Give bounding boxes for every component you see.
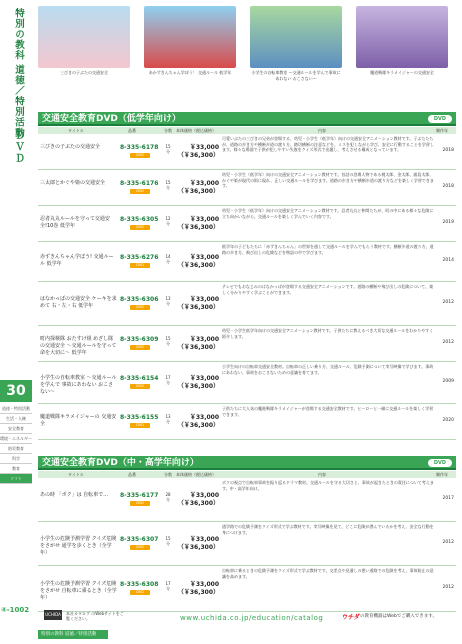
- year: 2009: [442, 379, 454, 384]
- section-header-mid: [38, 456, 456, 470]
- price: ￥33,000: [189, 414, 219, 421]
- thumbnail: [38, 6, 130, 76]
- description: 幼児・小学生（低学年）向けの交通安全アニメーション教材です。忍者丸丸と仲間たちが、町の中にある様々な危険に立ち向かいながら、交通ルールを楽しく学んでいく内容です。: [222, 208, 434, 219]
- sidebar-nav-item[interactable]: 防災教育: [0, 444, 32, 454]
- sidebar-nav: [0, 404, 32, 484]
- price: ￥33,000: [189, 180, 219, 187]
- duration: 17分: [165, 581, 171, 591]
- description: 小学生向けの自転車交通安全教材。自転車の正しい乗り方、交通ルール、危険予測について実写映像で学びます。事故にあわない、事故をおこさないための意識を育てます。: [222, 364, 434, 375]
- sidebar-nav-item[interactable]: 生活・人権: [0, 414, 32, 424]
- duration: 15分: [165, 180, 171, 190]
- price: ￥33,000: [189, 216, 219, 223]
- thumbnail: [144, 6, 236, 76]
- year: 2012: [442, 300, 454, 305]
- sidebar-title: 特別の教科 道徳／特別活動: [13, 8, 24, 139]
- thumbnail-caption: 小学生の自転車教室 〜交通ルールを学んで事故にあわない おこさない〜: [251, 70, 341, 81]
- dvd-tag: DVD: [130, 305, 150, 310]
- dvd-title: 三太郎とかぐや姫の交通安全: [40, 180, 106, 186]
- duration: 17分: [165, 375, 171, 385]
- description: ボクの視点で自転車事故を振り返るドラマ教材。交通ルールを守る大切さと、事故が起きたときの責任について考えます。中・高学年向け。: [222, 480, 434, 491]
- duration: 28分: [165, 492, 171, 502]
- price: ￥33,000: [189, 492, 219, 499]
- dvd-badge: DVD: [428, 115, 452, 123]
- year: 2018: [442, 184, 454, 189]
- duration: 15分: [165, 536, 171, 546]
- sidebar-nav-item[interactable]: 科学: [0, 454, 32, 464]
- header-price: 本体価格（税込価格）: [176, 472, 216, 477]
- header-title: タイトル: [68, 128, 84, 133]
- table-row: [38, 522, 456, 566]
- table-row: [38, 206, 456, 242]
- table-header: [38, 127, 456, 134]
- dvd-tag: DVD: [130, 545, 150, 550]
- thumbnail-image: [144, 6, 236, 68]
- year: 2014: [442, 258, 454, 263]
- price: ￥33,000: [189, 375, 219, 382]
- header-code: 品番: [128, 128, 136, 133]
- header-year: 制作年: [436, 472, 448, 477]
- price: ￥33,000: [189, 581, 219, 588]
- duration: 14分: [165, 254, 171, 264]
- header-title: タイトル: [68, 472, 84, 477]
- sidebar: [0, 0, 32, 644]
- sidebar-nav-item-active[interactable]: ソフト: [0, 474, 32, 484]
- thumbnail-caption: 魔道戦隊キラメイジャーの交通安全: [370, 70, 434, 75]
- header-desc: 内容: [318, 128, 326, 133]
- header-desc: 内容: [318, 472, 326, 477]
- sidebar-nav-item[interactable]: 安全教育: [0, 424, 32, 434]
- table-row: [38, 362, 456, 404]
- catalog-url-link[interactable]: www.uchida.co.jp/education/catalog: [180, 614, 324, 622]
- sidebar-nav-item[interactable]: 教育: [0, 464, 32, 474]
- thumbnail-caption: 三びきの子ぶたの交通安全: [60, 70, 108, 75]
- description: 幼児・小学生低学年向けの交通安全アニメーション教材です。子供たちに教えるべき大切な交通ルールをわかりやすく紹介します。: [222, 328, 434, 339]
- year: 2018: [442, 148, 454, 153]
- dvd-title: 小学生の自転車教室 〜交通ルールを学んで 事故にあわない おこさない〜: [40, 375, 117, 395]
- footer-right-text: の教育機器はWebでご購入できます。: [360, 614, 437, 619]
- sidebar-number: 30: [0, 380, 32, 402]
- dvd-tag: DVD: [130, 590, 150, 595]
- table-row: [38, 478, 456, 522]
- dvd-tag: DVD: [130, 501, 150, 506]
- dvd-tag: DVD: [130, 225, 150, 230]
- dvd-tag: DVD: [130, 384, 150, 389]
- dvd-title: 忍者丸丸ルールを守って交通安全!10巻 低学年: [40, 216, 110, 229]
- price: ￥33,000: [189, 296, 219, 303]
- duration: 13分: [165, 414, 171, 424]
- duration: 13分: [165, 296, 171, 306]
- table-row: [38, 134, 456, 170]
- product-code: 8-335-6176: [120, 180, 159, 187]
- sidebar-nav-item[interactable]: 道徳・特別活動: [0, 404, 32, 414]
- price-tax: （￥36,300）: [177, 500, 219, 507]
- duration: 15分: [165, 336, 171, 346]
- product-code: 8-335-6306: [120, 296, 159, 303]
- dvd-tag: DVD: [130, 345, 150, 350]
- page-number: ④-1002: [0, 606, 30, 614]
- dvd-badge: DVD: [428, 459, 452, 467]
- duration: 12分: [165, 216, 171, 226]
- description: 幼児・小学生（低学年）向けの交通安全アニメーション教材です。昔話の登場人物である桃太郎、金太郎、浦島太郎、かぐや姫が現代の街に現れ、正しい交通ルールを学びます。道路の歩き方や横断歩道の渡り方などを楽しく学習できます。: [222, 172, 434, 188]
- table-row: [38, 404, 456, 440]
- price-tax: （￥36,300）: [177, 188, 219, 195]
- dvd-tag: DVD: [130, 153, 150, 158]
- price: ￥33,000: [189, 144, 219, 151]
- header-price: 本体価格（税込価格）: [176, 128, 216, 133]
- description: 子供たちに大人気の魔進戦隊キラメイジャーが登場する交通安全教材です。ヒーローと一緒に交通ルールを楽しく学習できます。: [222, 406, 434, 417]
- footer-note: 本社カタログ のWebサイトをご覧ください。: [66, 611, 124, 621]
- table-row: [38, 326, 456, 362]
- year: 2012: [442, 585, 454, 590]
- table-row: [38, 242, 456, 282]
- product-code: 8-335-6155: [120, 414, 159, 421]
- product-code: 8-335-6307: [120, 536, 159, 543]
- thumbnail-image: [38, 6, 130, 68]
- section-title: 交通安全教育DVD（低学年向け）: [42, 114, 181, 124]
- thumbnail-image: [250, 6, 342, 68]
- sidebar-sub: ＤＶＤ: [13, 130, 24, 165]
- header-min: 分数: [164, 472, 172, 477]
- header-min: 分数: [164, 128, 172, 133]
- uchida-logo: UCHIDA: [44, 610, 62, 620]
- description: テレビでもおなじみのはなかっぱが登場する交通安全アニメーションです。道路の横断や飛び出しの危険について、楽しく分かりやすく学ぶことができます。: [222, 284, 434, 295]
- dvd-title: 小学生の危険予測学習 クイズ危険をさがせ 通学を歩くとき（全学年）: [40, 536, 117, 556]
- year: 2012: [442, 540, 454, 545]
- year: 2017: [442, 496, 454, 501]
- year: 2012: [442, 340, 454, 345]
- sidebar-nav-item[interactable]: 環境・エネルギー: [0, 434, 32, 444]
- table-row: [38, 566, 456, 612]
- description: 通学路での危険予測をクイズ形式で学ぶ教材です。実写映像を見て、どこに危険が潜んでいるかを考え、安全な行動を身につけます。: [222, 524, 434, 535]
- dvd-title: 魔道戦隊キラメイジャーの 交通安全: [40, 414, 117, 427]
- description: 低学年の子どもたちに「赤ずきんちゃん」の世界を通して交通ルールを学んでもらう教材です。横断歩道の渡り方、道路の歩き方、飛び出しの危険などを物語の中で学びます。: [222, 244, 434, 255]
- price-tax: （￥36,300）: [177, 589, 219, 596]
- thumbnail-strip: [38, 6, 458, 106]
- dvd-title: 小学生の危険予測学習 クイズ危険をさがせ 自転車に乗るとき（全学年）: [40, 581, 117, 601]
- dvd-title: 赤ずきんちゃん学ぼう! 交通ルール 低学年: [40, 254, 114, 267]
- product-code: 8-335-6276: [120, 254, 159, 261]
- dvd-title: はなかっぱの交通安全 ケーキを求めて 右・左・右 低学年: [40, 296, 117, 309]
- price-tax: （￥36,300）: [177, 224, 219, 231]
- dvd-title: 三びきの子ぶたの交通安全: [40, 144, 101, 150]
- product-code: 8-335-6308: [120, 581, 159, 588]
- price: ￥33,000: [189, 336, 219, 343]
- product-code: 8-335-6178: [120, 144, 159, 151]
- price-tax: （￥36,300）: [177, 544, 219, 551]
- dvd-tag: DVD: [130, 189, 150, 194]
- section-title: 交通安全教育DVD（中・高学年向け）: [42, 458, 199, 468]
- description: 自転車に乗るときの危険予測をクイズ形式で学ぶ教材です。交差点や見通しの悪い道路での危険を考え、事故防止の意識を高めます。: [222, 568, 434, 579]
- header-year: 制作年: [436, 128, 448, 133]
- product-code: 8-335-6305: [120, 216, 159, 223]
- price: ￥33,000: [189, 536, 219, 543]
- section-header-low: [38, 112, 456, 126]
- thumbnail-image: [356, 6, 448, 68]
- header-code: 品番: [128, 472, 136, 477]
- price-tax: （￥36,300）: [177, 383, 219, 390]
- product-code: 8-335-6154: [120, 375, 159, 382]
- price-tax: （￥36,300）: [177, 152, 219, 159]
- price-tax: （￥36,300）: [177, 422, 219, 429]
- year: 2019: [442, 220, 454, 225]
- product-code: 8-335-6309: [120, 336, 159, 343]
- dvd-tag: DVD: [130, 423, 150, 428]
- dvd-title: 町内探検隊 おたすけ組 めざし隊の交通安全 〜交通ルールを守って 命を大切に〜 低学年: [40, 336, 117, 356]
- price-tax: （￥36,300）: [177, 344, 219, 351]
- thumbnail-caption: あかずきんちゃん学ぼう！ 交通ルール 低学年: [148, 70, 232, 75]
- description: 可愛いぶたの三びきの兄弟が登場する、幼児・小学生（低学年）向けの交通安全アニメーション教材です。子ぶたたちが、道路の歩き方や横断歩道の渡り方、踏切横断の注意などを、ミスを犯しながら学び、安全に行動することを学習します。様々な場面で子供が犯しやすい失敗をクイズ形式で出題し、考えさせる構成となっています。: [222, 136, 434, 152]
- table-row: [38, 282, 456, 326]
- price-tax: （￥36,300）: [177, 304, 219, 311]
- duration: 15分: [165, 144, 171, 154]
- thumbnail: [250, 6, 342, 81]
- product-code: 8-335-6177: [120, 492, 159, 499]
- price: ￥33,000: [189, 254, 219, 261]
- footer-brand: ウチダ: [342, 614, 360, 621]
- table-header: [38, 471, 456, 478]
- year: 2020: [442, 418, 454, 423]
- dvd-tag: DVD: [130, 263, 150, 268]
- thumbnail: [356, 6, 448, 76]
- table-row: [38, 170, 456, 206]
- price-tax: （￥36,300）: [177, 262, 219, 269]
- bottom-category-bar: 特別の教科 道徳／特別活動: [38, 630, 108, 639]
- dvd-title: あの時 「ボク」は 自転車で…: [40, 492, 109, 498]
